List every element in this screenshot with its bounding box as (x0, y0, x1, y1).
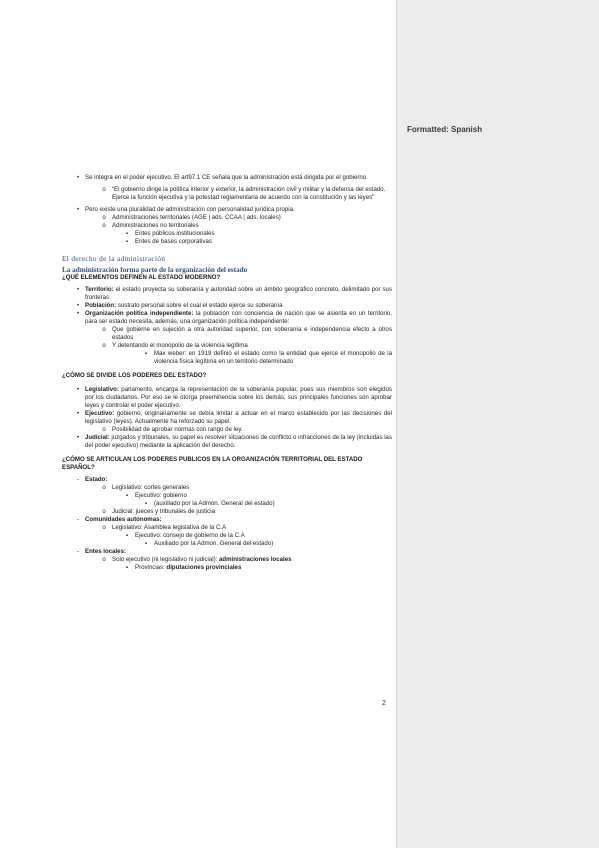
term-label: Legislativo: (85, 386, 119, 393)
list-item-text: Ejecutivo: consejo de gobierno de la C.A (135, 532, 245, 539)
question-heading: ¿QUÉ ELEMENTOS DEFINEN AL ESTADO MODERNO? (62, 274, 221, 281)
list-item (62, 476, 392, 484)
list-item-text: Provincias: (135, 564, 167, 571)
list-item-text: Auxiliado por la Admon. General del estado) (154, 540, 274, 547)
list-item-text: Y detentando el monopolio de la violencia legítima (112, 342, 248, 349)
list-item-bold: diputaciones provinciales (166, 564, 242, 571)
bullet-dot: • (76, 207, 80, 213)
bullet-circle: o (102, 343, 106, 349)
list-item (62, 410, 392, 426)
list-item (62, 540, 392, 548)
list-item-text: Posibilidad de aprobar normas con rango de ley. (112, 426, 243, 433)
list-item (62, 238, 392, 246)
list-item (62, 516, 392, 524)
bullet-dot: • (76, 303, 80, 309)
bullet-dash: - (77, 549, 79, 555)
term-label: Territorio: (85, 286, 114, 293)
question-heading: ¿CÓMO SE ARTICULAN LOS PODERES PUBLICOS EN LA ORGANIZACIÓN TERRITORIAL DEL ESTADO ESPAÑOL? (62, 456, 363, 471)
list-item-text: Que gobierne en sujeción a otra autoridad superior, con soberanía e independencia efecto a otros estados (112, 326, 392, 341)
list-item (62, 548, 392, 556)
list-item (62, 302, 392, 310)
list-item (62, 564, 392, 572)
list-item-text: Comunidades autónomas: (85, 516, 162, 523)
list-item (62, 532, 392, 540)
list-item-text: Administraciones no territoriales (112, 222, 199, 229)
bullet-square: ▪ (144, 501, 148, 507)
bullet-dash: - (77, 477, 79, 483)
list-item (62, 426, 392, 434)
bullet-circle: o (102, 509, 106, 515)
term-label: Judicial: (85, 434, 110, 441)
list-item (62, 492, 392, 500)
list-item-text: Pero existe una pluralidad de administración con personalidad jurídica propia. (85, 206, 295, 213)
comment-label: Formatted: Spanish (407, 125, 483, 134)
term-label: Organización política independiente: (85, 310, 194, 317)
list-item (62, 508, 392, 516)
list-item (62, 310, 392, 326)
term-label: Ejecutivo: (85, 410, 115, 417)
list-item (62, 386, 392, 410)
term-text: gobierno, originariamente se debía limitar a actuar en el marco establecido por las decisiones del legislativo (leyes). Actualmente ha reforzado su papel. (85, 410, 392, 425)
list-item (62, 500, 392, 508)
list-item-text: Se integra en el poder ejecutivo. El art97.1 CE señala que la administración está dirigida por el gobierno. (85, 174, 368, 181)
list-item (62, 434, 392, 450)
page-content (62, 174, 392, 572)
bullet-circle: o (102, 525, 106, 531)
bullet-circle: o (102, 327, 106, 333)
bullet-dash: - (77, 517, 79, 523)
term-text: juzgados y tribunales, su papel es resolver situaciones de conflicto o infracciones de la ley (incluidas las del poder ejecutivo) mediante la aplicación del derecho. (85, 434, 392, 449)
bullet-circle: o (102, 427, 106, 433)
list-item-text: Administraciones territoriales (AGE | ads. CCAA | ads. locales) (112, 214, 281, 221)
list-item-text: Max weber: en 1919 definió el estado como la entidad que ejerce el monopolio de la violencia física legítima en un territorio determinado (154, 350, 392, 365)
list-item (62, 186, 392, 202)
page-number: 2 (382, 700, 386, 707)
list-item-text: Estado: (85, 476, 108, 483)
list-item (62, 556, 392, 564)
bullet-square: ▪ (144, 541, 148, 547)
bullet-dot: • (76, 311, 80, 317)
list-item-text: Entes públicos institucionales (135, 230, 215, 237)
list-item-text: Entes de bases corporativas (135, 238, 212, 245)
bullet-circle: o (102, 557, 106, 563)
list-item-text: Judicial: jueces y tribunales de justicia (112, 508, 215, 515)
list-item (62, 230, 392, 238)
bullet-square: ▪ (125, 231, 129, 237)
subsection-heading: La administración forma parte de la organización del estado (62, 266, 248, 274)
bullet-dot: • (76, 287, 80, 293)
list-item (62, 174, 392, 182)
term-text: el estado proyecta su soberanía y autoridad sobre un ámbito geográfico concreto, delimitado por sus fronteras (85, 286, 392, 301)
list-item (62, 484, 392, 492)
list-item (62, 214, 392, 222)
bullet-square: ▪ (125, 533, 129, 539)
term-label: Población: (85, 302, 117, 309)
bullet-square: ▪ (125, 565, 129, 571)
list-item-text: Entes locales: (85, 548, 126, 555)
list-item-text: Legislativo: cortes generales (112, 484, 190, 491)
bullet-square: ▪ (144, 351, 148, 357)
list-item-text: (auxiliado por la Admon. General del estado) (154, 500, 275, 507)
bullet-dot: • (76, 435, 80, 441)
list-item (62, 524, 392, 532)
bullet-square: ▪ (125, 493, 129, 499)
list-item (62, 206, 392, 214)
list-item (62, 350, 392, 366)
list-item-bold: administraciones locales (219, 556, 292, 563)
list-item-text: Legislativo: Asamblea legislativa de la C.A (112, 524, 227, 531)
term-text: parlamento, encarga la representación de la soberanía popular, pues sus miembros son elegidos por los ciudadanos. Por eso se le otorga preeminencia sobre los demás, sus principales funciones son aprobar leyes y controlar el poder ejecutivo. (85, 386, 392, 409)
bullet-circle: o (102, 223, 106, 229)
bullet-circle: o (102, 485, 106, 491)
bullet-circle: o (102, 215, 106, 221)
list-item-text: Solo ejecutivo (ni legislativo ni judicial): (112, 556, 220, 563)
list-item-text: Ejecutivo: gobierno (135, 492, 187, 499)
bullet-dot: • (76, 411, 80, 417)
term-text: la población con conciencia de nación que se asienta en un territorio, para ser estado necesita, además, una organización política independiente: (85, 310, 393, 325)
bullet-dot: • (76, 387, 80, 393)
list-item (62, 286, 392, 302)
bullet-circle: o (102, 187, 106, 193)
list-item (62, 342, 392, 350)
list-item (62, 222, 392, 230)
section-heading: El derecho de la administración (62, 255, 166, 263)
list-item (62, 326, 392, 342)
comment-pane (396, 0, 599, 848)
bullet-square: ▪ (125, 239, 129, 245)
term-text: sustrato personal sobre el cual el estado ejerce su soberanía (116, 302, 283, 309)
list-item-text: “El gobierno dirige la política interior y exterior, la administración civil y militar y la defensa del estado. Ejerce la función ejecutiva y la potestad reglamentaria de acuerdo con la constitución y las leyes” (112, 186, 386, 201)
question-heading: ¿CÓMO SE DIVIDE LOS PODERES DEL ESTADO? (62, 372, 207, 379)
bullet-dot: • (76, 175, 80, 181)
